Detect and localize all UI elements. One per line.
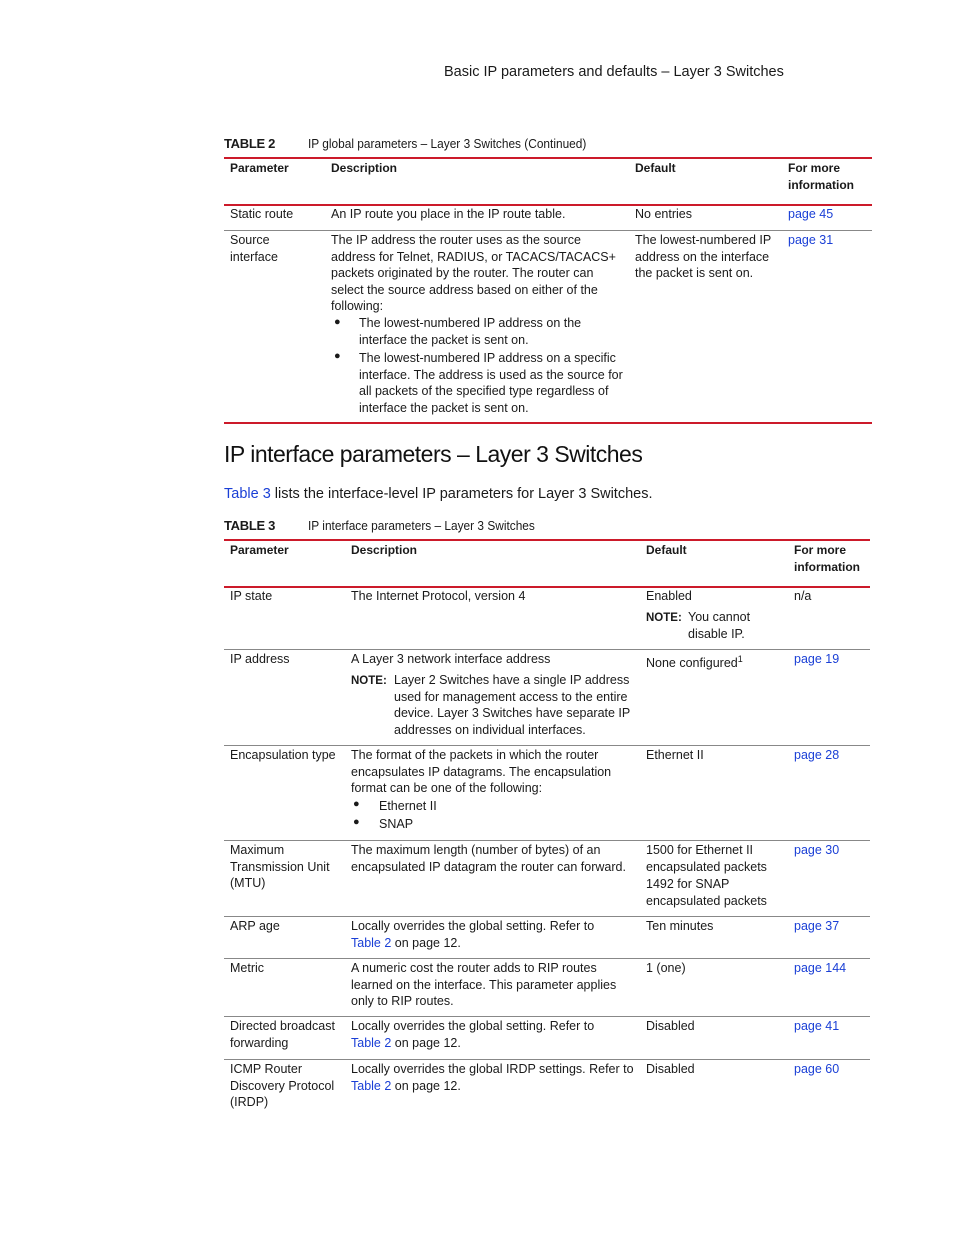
desc-line: Locally overrides the global IRDP settings. Refer to [351, 1062, 634, 1076]
ref-text: on page 12. [391, 1035, 461, 1050]
table3-row8-default: Disabled [646, 1062, 695, 1076]
table3-header-default: Default [646, 543, 687, 557]
param-line: Maximum [230, 843, 285, 857]
table3-row7-parameter [230, 1018, 335, 1051]
note-line: used for management access to the entire [394, 689, 628, 704]
table3-row6-link[interactable]: page 144 [794, 961, 847, 975]
table3-row5-default: Ten minutes [646, 919, 714, 933]
table3-row1-description: The Internet Protocol, version 4 [351, 589, 526, 603]
table2-row2-description [331, 232, 616, 315]
table3-row1-note [688, 609, 750, 642]
table3-row-divider [224, 916, 870, 917]
desc-line: The format of the packets in which the router [351, 748, 599, 762]
default-line: encapsulated packets [646, 894, 767, 908]
desc-line: encapsulates IP datagrams. The encapsulation [351, 764, 612, 779]
table2-row1-parameter: Static route [230, 207, 294, 221]
footnote-marker: 1 [737, 654, 743, 664]
table3-row-divider [224, 649, 870, 650]
desc-line: Locally overrides the global setting. Refer to [351, 919, 595, 933]
desc-line: only to RIP routes. [351, 994, 454, 1009]
table3-row-divider [224, 745, 870, 746]
intro-table3-link[interactable]: Table 3 [224, 486, 271, 502]
table2-header-default: Default [635, 161, 676, 175]
note-line: Layer 2 Switches have a single IP address [394, 673, 630, 687]
table3-row3-default: Ethernet II [646, 748, 704, 762]
bullet-line: all packets of the specified type regardless of [359, 384, 609, 399]
param-line: forwarding [230, 1035, 289, 1050]
table3-row1-parameter: IP state [230, 589, 273, 603]
table2-header-parameter: Parameter [230, 161, 289, 175]
desc-line: packets originated by the router. The router can [331, 266, 594, 281]
table3-row5-description [351, 918, 594, 951]
param-line: Discovery Protocol [230, 1078, 335, 1093]
table2-row2-bullet1 [359, 315, 581, 348]
default-line: the packet is sent on. [635, 266, 754, 281]
table3-row4-parameter [230, 842, 330, 892]
table3-row3-parameter: Encapsulation type [230, 748, 336, 762]
table2-header-description: Description [331, 161, 398, 175]
table3-row-divider [224, 958, 870, 959]
bullet-icon: ● [353, 816, 360, 828]
desc-line: The maximum length (number of bytes) of an [351, 843, 601, 857]
table2-ref-link[interactable]: Table 2 [351, 935, 392, 950]
table3-header-more: For more information [794, 543, 860, 574]
note-label: NOTE: [351, 675, 387, 687]
section-heading: IP interface parameters – Layer 3 Switches [224, 441, 643, 467]
table3-row3-description [351, 747, 611, 797]
table3-header-description: Description [351, 543, 418, 557]
table3-row3-link[interactable]: page 28 [794, 748, 840, 762]
bullet-icon: ● [334, 350, 341, 362]
param-line: (IRDP) [230, 1095, 269, 1110]
table3-row6-default: 1 (one) [646, 961, 686, 975]
table3-row2-default [646, 651, 743, 672]
table3-row8-parameter [230, 1061, 334, 1111]
desc-line [351, 1035, 594, 1052]
table3-row4-default [646, 842, 767, 910]
table3-top-rule [224, 539, 870, 541]
table3-row3-bullet1: Ethernet II [379, 799, 437, 813]
running-header: Basic IP parameters and defaults – Layer 3 Switches [444, 64, 784, 80]
default-line: 1492 for SNAP [646, 877, 730, 891]
table2-header-more: For more information [788, 161, 854, 192]
table3-row5-parameter: ARP age [230, 919, 280, 933]
table2-ref-link[interactable]: Table 2 [351, 1078, 392, 1093]
bullet-line: The lowest-numbered IP address on the [359, 316, 582, 330]
table2-bottom-rule [224, 422, 872, 424]
desc-line: format can be one of the following: [351, 781, 543, 796]
table3-row7-description [351, 1018, 594, 1051]
intro-text: lists the interface-level IP parameters for Layer 3 Switches. [270, 486, 653, 502]
default-line: 1500 for Ethernet II [646, 843, 754, 857]
param-line: Directed broadcast [230, 1019, 335, 1033]
table2-label: TABLE 2 [224, 136, 276, 151]
table3-row2-description: A Layer 3 network interface address [351, 652, 551, 666]
table3-row8-description [351, 1061, 634, 1094]
bullet-line: interface the packet is sent on. [359, 332, 529, 347]
table3-row8-link[interactable]: page 60 [794, 1062, 840, 1076]
table3-title: IP interface parameters – Layer 3 Switches [308, 519, 535, 533]
table2-row1-link[interactable]: page 45 [788, 207, 834, 221]
desc-line: A numeric cost the router adds to RIP routes [351, 961, 597, 975]
param-line: ICMP Router [230, 1062, 303, 1076]
table3-header-rule [224, 586, 870, 588]
note-line: You cannot [688, 610, 751, 624]
note-label: NOTE: [646, 612, 682, 624]
table3-row-divider [224, 1016, 870, 1017]
ref-text: on page 12. [391, 935, 461, 950]
table3-row1-more: n/a [794, 589, 812, 603]
bullet-line: interface. The address is used as the source for [359, 367, 623, 382]
table3-row6-parameter: Metric [230, 961, 265, 975]
note-line: addresses on individual interfaces. [394, 722, 586, 737]
table2-title: IP global parameters – Layer 3 Switches (Continued) [308, 137, 587, 151]
table2-row1-default: No entries [635, 207, 692, 221]
desc-line: following: [331, 299, 384, 314]
desc-line: encapsulated IP datagram the router can forward. [351, 859, 626, 874]
default-line: The lowest-numbered IP [635, 233, 772, 247]
table3-row-divider [224, 1059, 870, 1060]
param-line: Transmission Unit [230, 859, 330, 874]
desc-line: learned on the interface. This parameter applies [351, 977, 617, 992]
table3-label: TABLE 3 [224, 518, 276, 533]
table3-row-divider [224, 840, 870, 841]
table2-row1-description: An IP route you place in the IP route table. [331, 207, 566, 221]
default-line: encapsulated packets [646, 860, 767, 874]
note-line: disable IP. [688, 626, 745, 641]
param-line: (MTU) [230, 876, 266, 891]
table2-caption [224, 136, 601, 151]
note-line: device. Layer 3 Switches have separate IP [394, 706, 631, 721]
default-line: address on the interface [635, 249, 770, 264]
bullet-line: interface the packet is sent on. [359, 400, 529, 415]
table3-row4-link[interactable]: page 30 [794, 843, 840, 857]
table3-caption [224, 518, 547, 533]
table2-row2-parameter: Source interface [230, 233, 278, 264]
table2-row2-default [635, 232, 771, 282]
table3-row6-description [351, 960, 616, 1010]
table3-row7-link[interactable]: page 41 [794, 1019, 840, 1033]
desc-line: Locally overrides the global setting. Refer to [351, 1019, 595, 1033]
table2-row2-link[interactable]: page 31 [788, 233, 834, 247]
intro-paragraph [224, 486, 653, 502]
table3-header-parameter: Parameter [230, 543, 289, 557]
table3-row2-note [394, 672, 630, 738]
table3-row2-link[interactable]: page 19 [794, 652, 840, 666]
table2-ref-link[interactable]: Table 2 [351, 1035, 392, 1050]
bullet-icon: ● [334, 316, 341, 328]
table2-top-rule [224, 157, 872, 159]
bullet-icon: ● [353, 798, 360, 810]
table2-row-divider [224, 230, 872, 231]
ref-text: on page 12. [391, 1078, 461, 1093]
default-text: None configured [646, 656, 738, 671]
desc-line: The IP address the router uses as the source [331, 233, 581, 247]
bullet-line: The lowest-numbered IP address on a specific [359, 351, 616, 365]
table2-row2-bullet2 [359, 350, 623, 416]
table3-row4-description [351, 842, 626, 875]
desc-line: select the source address based on either of the [331, 282, 598, 297]
table3-row3-bullet2: SNAP [379, 817, 414, 831]
table3-row5-link[interactable]: page 37 [794, 919, 840, 933]
desc-line [351, 1078, 634, 1095]
table3-row1-default: Enabled [646, 589, 692, 603]
desc-line: address for Telnet, RADIUS, or TACACS/TACACS+ [331, 249, 616, 264]
table3-row2-parameter: IP address [230, 652, 290, 666]
desc-line [351, 935, 594, 952]
table3-row7-default: Disabled [646, 1019, 695, 1033]
